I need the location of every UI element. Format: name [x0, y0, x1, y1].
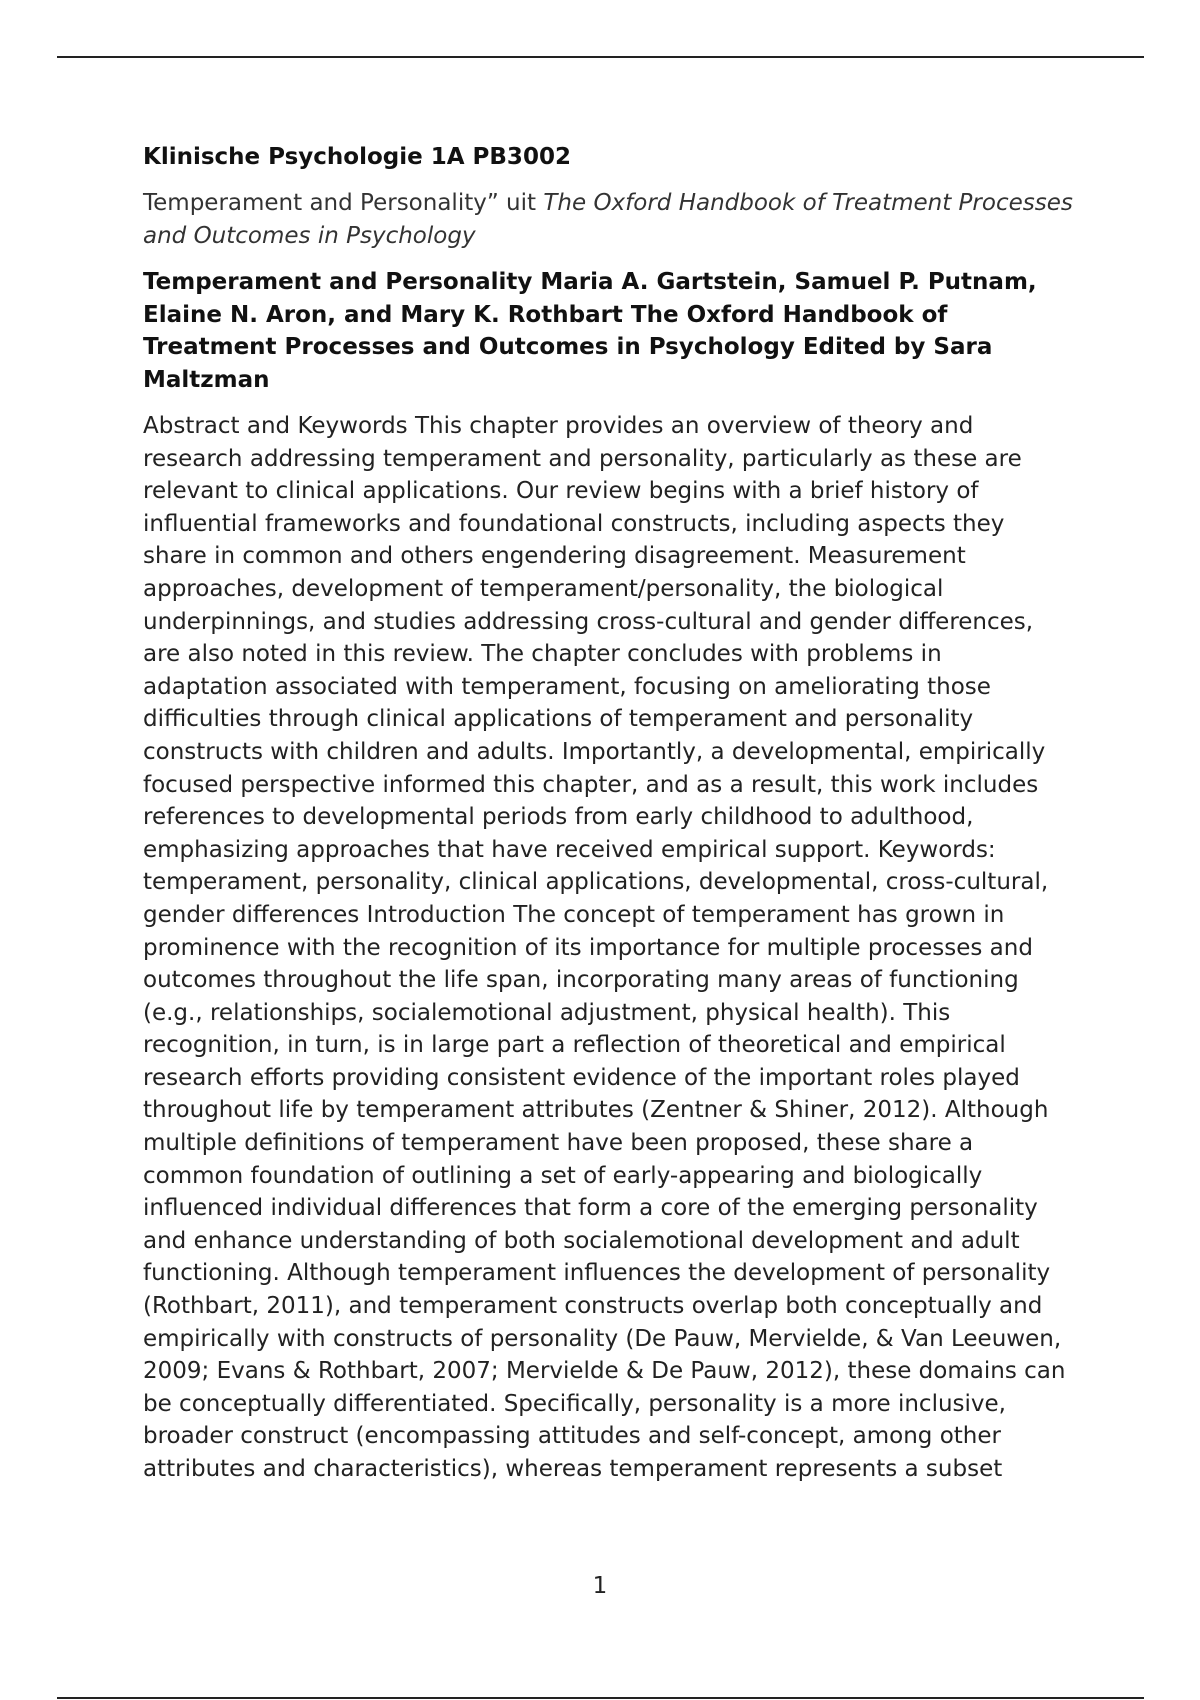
source-prefix: Temperament and Personality” uit: [143, 190, 544, 216]
chapter-heading: Temperament and Personality Maria A. Gartstein, Samuel P. Putnam, Elaine N. Aron, and Mary K. Rothbart The Oxford Handbook of Treatment Processes and Outcomes in Psychology Edited by Sara Maltzman: [143, 269, 1037, 393]
top-rule: [57, 56, 1144, 58]
page-number: 1: [592, 1573, 608, 1599]
body-text: Abstract and Keywords This chapter provides an overview of theory and research addressing temperament and personality, particularly as these are relevant to clinical applications. Our review begins with a brief history of influential frameworks and foundational constructs, including aspects they share in common and others engendering disagreement. Measurement approaches, development of temperament/personality, the biological underpinnings, and studies addressing cross-cultural and gender differences, are also noted in this review. The chapter concludes with problems in adaptation associated with temperament, focusing on ameliorating those difficulties through clinical applications of temperament and personality constructs with children and adults. Importantly, a developmental, empirically focused perspective informed this chapter, and as a result, this work includes references to developmental periods from early childhood to adulthood, emphasizing approaches that have received empirical support. Keywords: temperament, personality, clinical applications, developmental, cross-cultural, gender differences Introduction The concept of temperament has grown in prominence with the recognition of its importance for multiple processes and outcomes throughout the life span, incorporating many areas of functioning (e.g., relationships, socialemotional adjustment, physical health). This recognition, in turn, is in large part a reflection of theoretical and empirical research efforts providing consistent evidence of the important roles played throughout life by temperament attributes (Zentner & Shiner, 2012). Although multiple definitions of temperament have been proposed, these share a common foundation of outlining a set of early-appearing and biologically influenced individual differences that form a core of the emerging personality and enhance understanding of both socialemotional development and adult functioning. Although temperament influences the development of personality (Rothbart, 2011), and temperament constructs overlap both conceptually and empirically with constructs of personality (De Pauw, Mervielde, & Van Leeuwen, 2009; Evans & Rothbart, 2007; Mervielde & De Pauw, 2012), these domains can be conceptually differentiated. Specifically, personality is a more inclusive, broader construct (encompassing attitudes and self-concept, among other attributes and characteristics), whereas temperament represents a subset: [143, 413, 1066, 1482]
source-book-title: The Oxford Handbook of Treatment Processes and Outcomes in Psychology: [143, 190, 1073, 249]
bottom-rule: [57, 1697, 1144, 1699]
page-content: [143, 141, 1073, 1486]
source-line: [143, 187, 1073, 252]
course-title: Klinische Psychologie 1A PB3002: [143, 144, 571, 170]
